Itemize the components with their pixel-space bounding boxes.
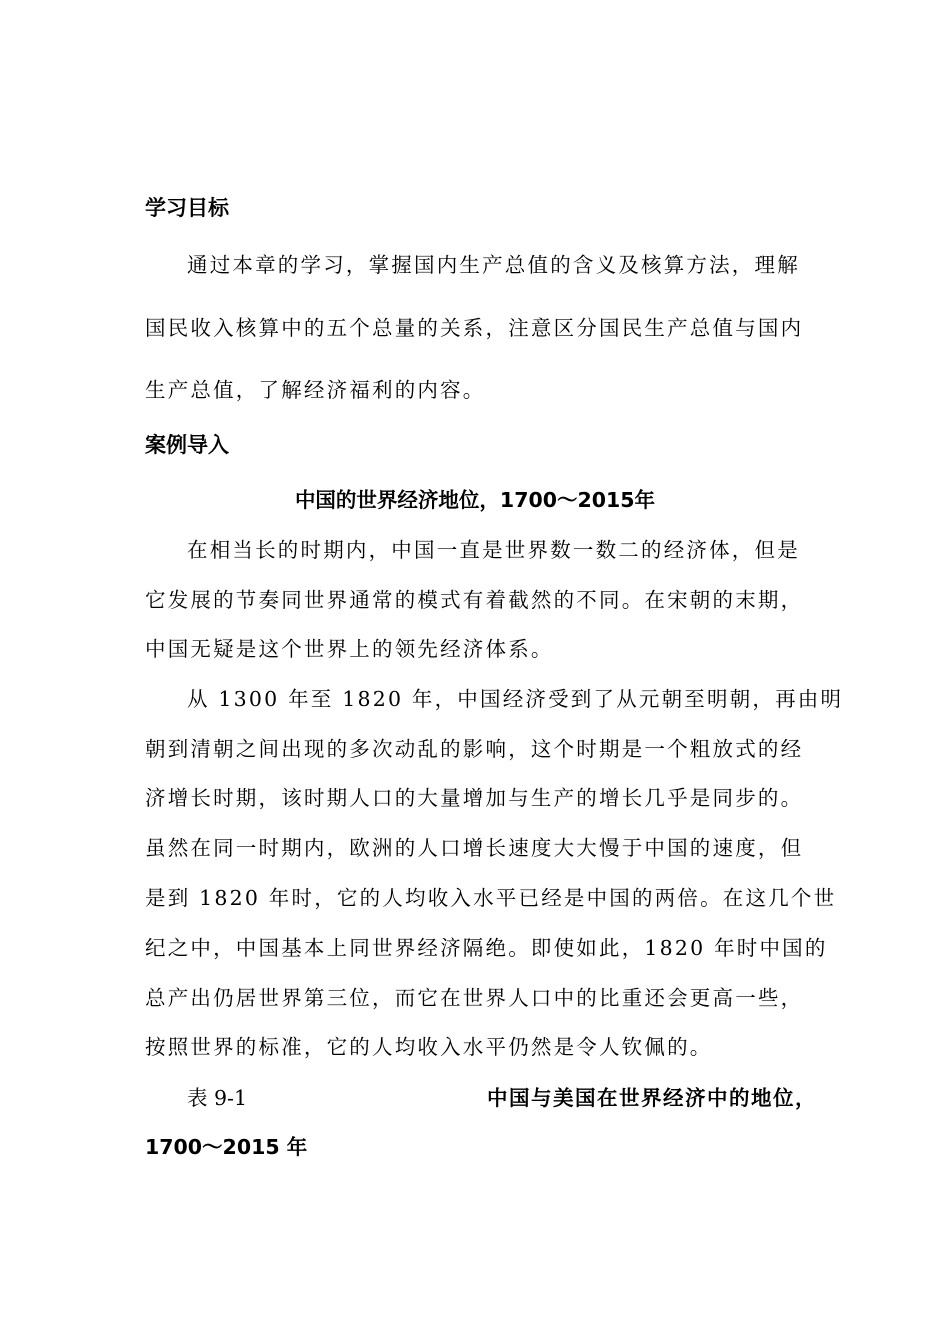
table-title: 中国与美国在世界经济中的地位，	[487, 1086, 817, 1110]
case-intro-heading: 案例导入	[145, 433, 229, 457]
learning-goals-heading: 学习目标	[145, 196, 229, 220]
paragraph2-line-1: 从 1300 年至 1820 年，中国经济受到了从元朝至明朝，再由明	[187, 687, 844, 711]
learning-goals-line-2: 国民收入核算中的五个总量的关系，注意区分国民生产总值与国内	[145, 316, 804, 340]
table-title-continued: 1700～2015 年	[145, 1135, 308, 1159]
paragraph2-line-8: 按照世界的标准，它的人均收入水平仍然是令人钦佩的。	[145, 1035, 713, 1059]
paragraph1-line-3: 中国无疑是这个世界上的领先经济体系。	[145, 637, 554, 661]
paragraph2-line-4: 虽然在同一时期内，欧洲的人口增长速度大大慢于中国的速度，但	[145, 836, 804, 860]
paragraph2-line-5: 是到 1820 年时，它的人均收入水平已经是中国的两倍。在这几个世	[145, 886, 837, 910]
paragraph2-line-7: 总产出仍居世界第三位，而它在世界人口中的比重还会更高一些，	[145, 986, 804, 1010]
paragraph2-line-3: 济增长时期，该时期人口的大量增加与生产的增长几乎是同步的。	[145, 786, 804, 810]
paragraph2-line-6: 纪之中，中国基本上同世界经济隔绝。即使如此，1820 年时中国的	[145, 936, 828, 960]
table-label: 表 9-1	[187, 1086, 248, 1110]
learning-goals-line-3: 生产总值，了解经济福利的内容。	[145, 378, 486, 402]
paragraph2-line-2: 朝到清朝之间出现的多次动乱的影响，这个时期是一个粗放式的经	[145, 737, 804, 761]
learning-goals-line-1: 通过本章的学习，掌握国内生产总值的含义及核算方法，理解	[187, 253, 800, 277]
case-title: 中国的世界经济地位，1700～2015年	[294, 488, 656, 512]
paragraph1-line-2: 它发展的节奏同世界通常的模式有着截然的不同。在宋朝的末期，	[145, 588, 804, 612]
paragraph1-line-1: 在相当长的时期内，中国一直是世界数一数二的经济体，但是	[187, 538, 800, 562]
